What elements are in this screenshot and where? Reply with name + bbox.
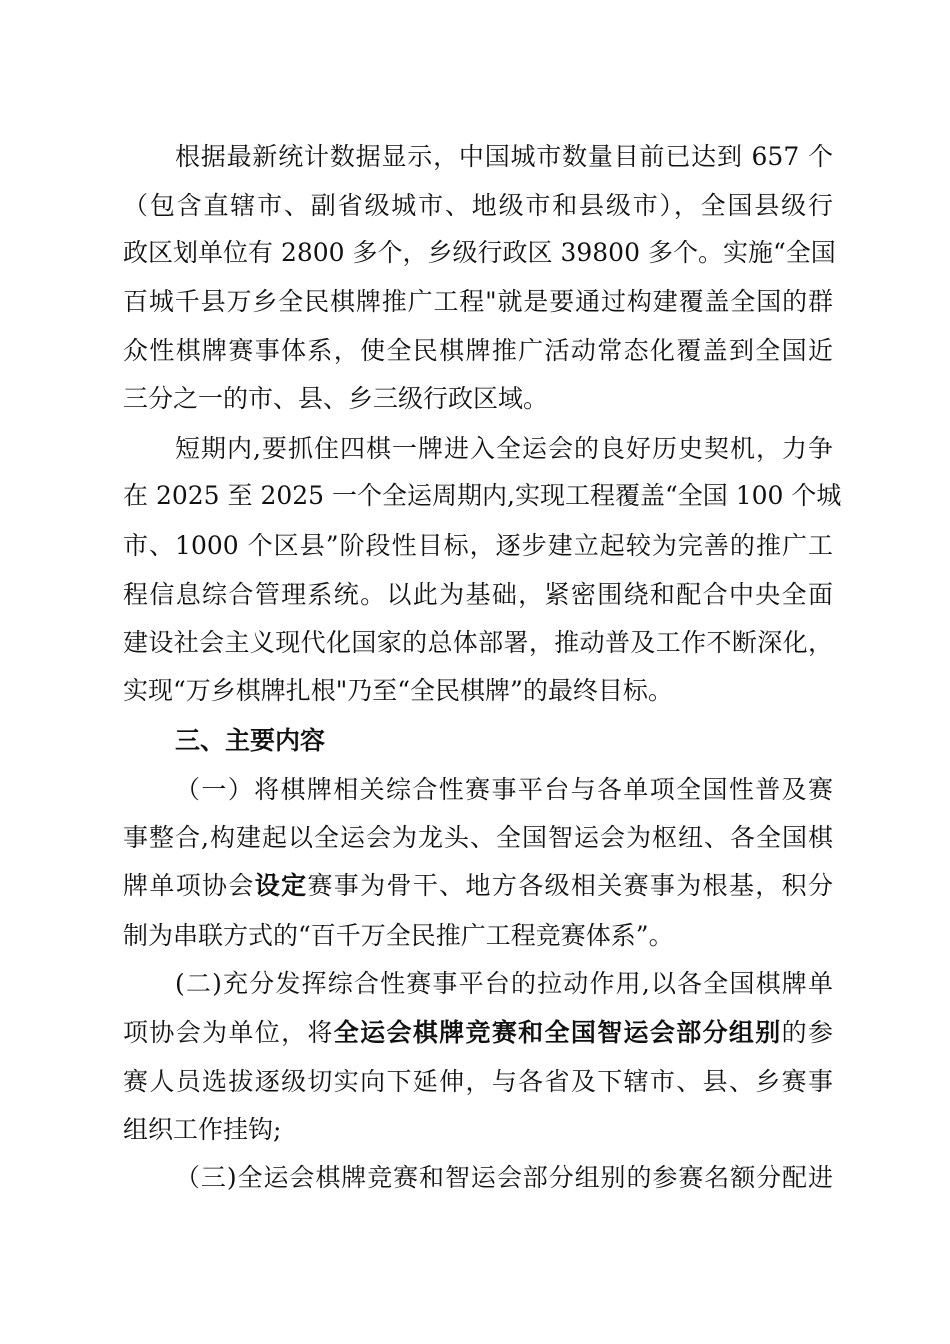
paragraph-2-line-2: 在 2025 至 2025 一个全运周期内,实现工程覆盖“全国 100 个城 (123, 481, 842, 510)
paragraph-4-line-3: 赛人员选拔逐级切实向下延伸，与各省及下辖市、县、乡赛事 (123, 1067, 833, 1096)
paragraph-1-line-3: 政区划单位有 2800 多个，乡级行政区 39800 多个。实施“全国 (123, 238, 836, 267)
paragraph-1-line-1: 根据最新统计数据显示，中国城市数量目前已达到 657 个 (175, 142, 833, 171)
paragraph-3-line-2: 事整合,构建起以全运会为龙头、全国智运会为枢纽、各全国棋 (123, 823, 833, 852)
paragraph-4-line-2-part-3: 的参 (781, 1018, 833, 1047)
paragraph-1-line-4: 百城千县万乡全民棋牌推广工程"就是要通过构建覆盖全国的群 (123, 287, 833, 316)
paragraph-2-line-1: 短期内,要抓住四棋一牌进入全运会的良好历史契机，力争 (175, 434, 833, 463)
paragraph-3-line-4: 制为串联方式的“百千万全民推广工程竞赛体系”。 (123, 921, 674, 950)
paragraph-2-line-4: 程信息综合管理系统。以此为基础，紧密围绕和配合中央全面 (123, 580, 833, 609)
paragraph-1-line-5: 众性棋牌赛事体系，使全民棋牌推广活动常态化覆盖到全国近 (123, 336, 833, 365)
paragraph-3-line-3-part-1: 牌单项协会 (123, 871, 255, 900)
paragraph-1-line-6: 三分之一的市、县、乡三级行政区域。 (123, 384, 549, 413)
paragraph-4-line-4: 组织工作挂钩; (123, 1115, 282, 1144)
paragraph-5-line-1: （三)全运会棋牌竞赛和智运会部分组别的参赛名额分配进 (175, 1163, 833, 1192)
section-heading: 三、主要内容 (175, 726, 326, 755)
paragraph-1-line-2: （包含直辖市、副省级城市、地级市和县级市），全国县级行 (123, 191, 833, 220)
paragraph-4-line-1: (二)充分发挥综合性赛事平台的拉动作用,以各全国棋牌单 (175, 969, 833, 998)
paragraph-3-line-3-part-3: 赛事为骨干、地方各级相关赛事为根基，积分 (307, 871, 833, 900)
paragraph-4-line-2-part-1: 项协会为单位，将 (123, 1018, 334, 1047)
paragraph-4-line-2 (123, 1013, 833, 1053)
paragraph-2-line-6: 实现“万乡棋牌扎根"乃至“全民棋牌”的最终目标。 (123, 676, 673, 705)
paragraph-4-bold-term: 全运会棋牌竞赛和全国智运会部分组别 (333, 1018, 782, 1047)
paragraph-3-bold-term: 设定 (254, 871, 308, 900)
paragraph-3-line-1: （一）将棋牌相关综合性赛事平台与各单项全国性普及赛 (175, 775, 833, 804)
paragraph-3-line-3 (123, 866, 833, 906)
paragraph-2-line-3: 市、1000 个区县”阶段性目标，逐步建立起较为完善的推广工 (123, 531, 833, 560)
paragraph-2-line-5: 建设社会主义现代化国家的总体部署，推动普及工作不断深化， (123, 628, 833, 657)
